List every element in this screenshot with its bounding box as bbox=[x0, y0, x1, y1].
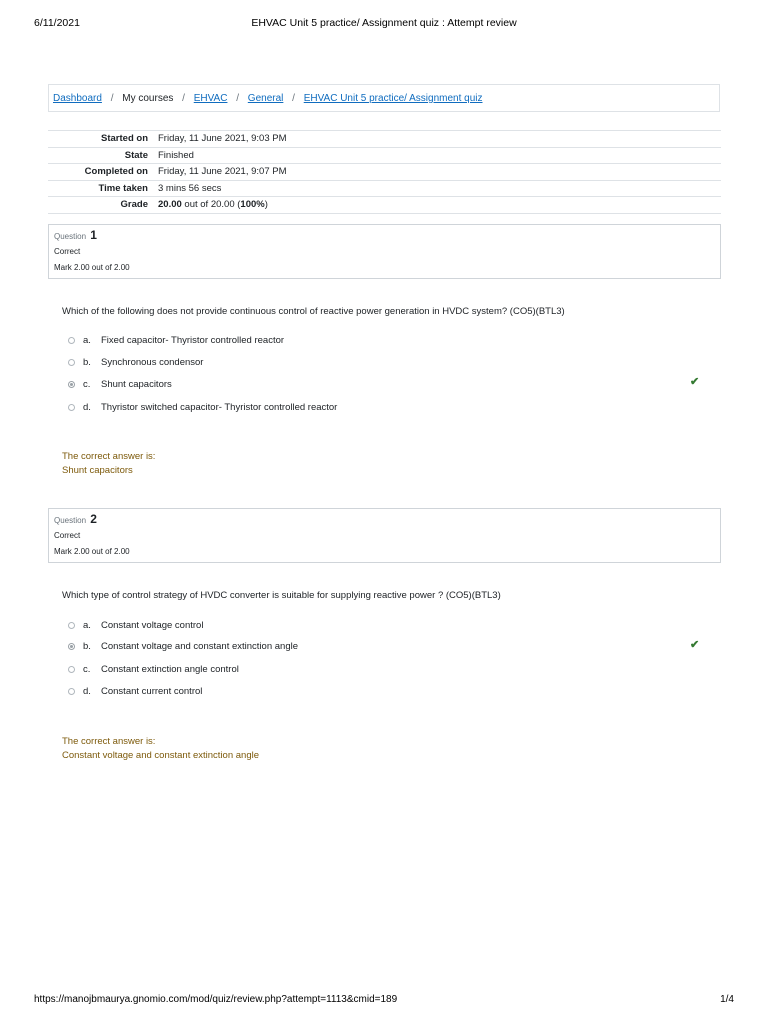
breadcrumb-ehvac[interactable]: EHVAC bbox=[193, 93, 228, 104]
summary-value: Friday, 11 June 2021, 9:03 PM bbox=[158, 131, 721, 148]
breadcrumb-separator: / bbox=[236, 93, 240, 104]
radio-icon[interactable] bbox=[68, 688, 75, 695]
question-2-feedback bbox=[62, 735, 259, 763]
summary-label: Started on bbox=[48, 131, 158, 148]
option-letter: c. bbox=[83, 664, 91, 675]
grade-score: 20.00 bbox=[158, 199, 182, 211]
question-number bbox=[54, 514, 720, 526]
check-icon: ✔ bbox=[690, 376, 700, 388]
summary-value: 3 mins 56 secs bbox=[158, 180, 721, 197]
breadcrumb-separator: / bbox=[182, 93, 185, 104]
radio-icon[interactable] bbox=[68, 404, 75, 411]
summary-grade bbox=[158, 197, 721, 214]
summary-label: Grade bbox=[48, 197, 158, 214]
print-date: 6/11/2021 bbox=[34, 17, 80, 29]
summary-row-state bbox=[48, 147, 721, 164]
option-text: Fixed capacitor- Thyristor controlled reactor bbox=[101, 335, 285, 346]
feedback-answer: Constant voltage and constant extinction angle bbox=[62, 750, 259, 761]
option-letter: b. bbox=[83, 357, 91, 368]
feedback-label: The correct answer is: bbox=[62, 451, 156, 462]
question-1-text: Which of the following does not provide continuous control of reactive power generation in HVDC system? (CO5)(BTL3) bbox=[62, 306, 565, 317]
question-mark: Mark 2.00 out of 2.00 bbox=[54, 263, 130, 272]
option-letter: d. bbox=[83, 402, 91, 413]
question-number-value: 2 bbox=[90, 512, 97, 526]
grade-percent: 100% bbox=[240, 199, 265, 211]
question-2-info bbox=[48, 508, 721, 563]
question-state: Correct bbox=[54, 531, 81, 540]
summary-value: Friday, 11 June 2021, 9:07 PM bbox=[158, 164, 721, 181]
option-text: Constant voltage control bbox=[101, 620, 204, 631]
breadcrumb-dashboard[interactable]: Dashboard bbox=[53, 93, 102, 104]
question-number bbox=[54, 230, 720, 242]
option-letter: d. bbox=[83, 686, 91, 697]
print-footer bbox=[34, 994, 734, 1008]
breadcrumb-my-courses: My courses bbox=[122, 93, 174, 104]
page-number: 1/4 bbox=[720, 994, 734, 1005]
option-text: Constant extinction angle control bbox=[101, 664, 239, 675]
attempt-summary-table bbox=[48, 130, 721, 214]
option-letter: a. bbox=[83, 620, 91, 631]
summary-label: Time taken bbox=[48, 180, 158, 197]
radio-icon[interactable] bbox=[68, 622, 75, 629]
page-url: https://manojbmaurya.gnomio.com/mod/quiz/review.php?attempt=1113&cmid=189 bbox=[34, 994, 398, 1005]
print-title: EHVAC Unit 5 practice/ Assignment quiz : Attempt review bbox=[251, 17, 517, 29]
summary-row-time-taken bbox=[48, 180, 721, 197]
summary-row-completed bbox=[48, 164, 721, 181]
option-letter: c. bbox=[83, 379, 91, 390]
question-2-text: Which type of control strategy of HVDC converter is suitable for supplying reactive power ? (CO5)(BTL3) bbox=[62, 590, 501, 601]
radio-icon[interactable] bbox=[68, 337, 75, 344]
radio-icon[interactable] bbox=[68, 666, 75, 673]
print-header bbox=[34, 17, 734, 31]
option-text: Synchronous condensor bbox=[101, 357, 204, 368]
question-1-info bbox=[48, 224, 721, 279]
summary-row-started bbox=[48, 131, 721, 148]
option-text: Shunt capacitors bbox=[101, 379, 172, 390]
summary-value: Finished bbox=[158, 147, 721, 164]
breadcrumb-quiz[interactable]: EHVAC Unit 5 practice/ Assignment quiz bbox=[303, 93, 483, 104]
question-mark: Mark 2.00 out of 2.00 bbox=[54, 547, 130, 556]
feedback-label: The correct answer is: bbox=[62, 736, 156, 747]
check-icon: ✔ bbox=[690, 639, 700, 651]
question-label: Question bbox=[54, 232, 87, 241]
question-label: Question bbox=[54, 516, 87, 525]
breadcrumb-separator: / bbox=[292, 93, 295, 104]
breadcrumb-general[interactable]: General bbox=[247, 93, 284, 104]
grade-close: ) bbox=[264, 199, 268, 211]
question-number-value: 1 bbox=[90, 228, 97, 242]
radio-icon[interactable] bbox=[68, 359, 75, 366]
feedback-answer: Shunt capacitors bbox=[62, 465, 133, 476]
option-letter: a. bbox=[83, 335, 91, 346]
grade-out-of: out of 20.00 ( bbox=[181, 199, 241, 211]
radio-checked-icon[interactable] bbox=[68, 381, 75, 388]
summary-row-grade bbox=[48, 197, 721, 214]
breadcrumb bbox=[48, 84, 720, 112]
option-text: Constant voltage and constant extinction angle bbox=[101, 641, 298, 652]
question-state: Correct bbox=[54, 247, 81, 256]
breadcrumb-separator: / bbox=[110, 93, 114, 104]
radio-checked-icon[interactable] bbox=[68, 643, 75, 650]
option-text: Thyristor switched capacitor- Thyristor controlled reactor bbox=[101, 402, 338, 413]
summary-label: State bbox=[48, 147, 158, 164]
question-1-feedback bbox=[62, 450, 155, 478]
summary-label: Completed on bbox=[48, 164, 158, 181]
option-letter: b. bbox=[83, 641, 91, 652]
option-text: Constant current control bbox=[101, 686, 203, 697]
